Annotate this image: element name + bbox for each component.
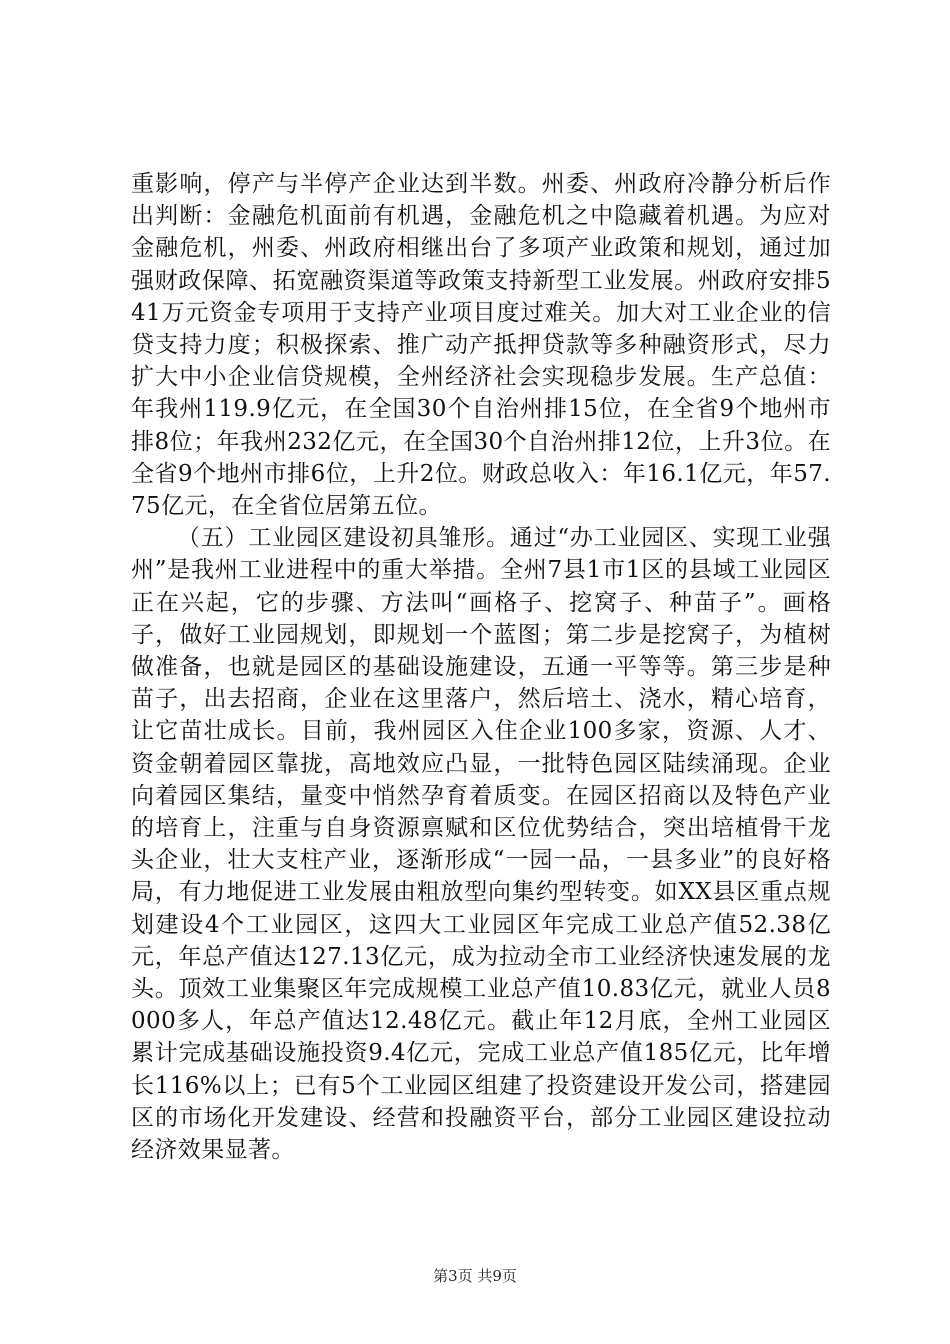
- document-body: [131, 168, 831, 1166]
- paragraph-financial-crisis: 重影响，停产与半停产企业达到半数。州委、州政府冷静分析后作出判断：金融危机面前有机遇，金融危机之中隐藏着机遇。为应对金融危机，州委、州政府相继出台了多项产业政策和规划，通过加强财政保障、拓宽融资渠道等政策支持新型工业发展。州政府安排541万元资金专项用于支持产业项目度过难关。加大对工业企业的信贷支持力度；积极探索、推广动产抵押贷款等多种融资形式，尽力扩大中小企业信贷规模，全州经济社会实现稳步发展。生产总值：年我州119.9亿元，在全国30个自治州排15位，在全省9个地州市排8位；年我州232亿元，在全国30个自治州排12位，上升3位。在全省9个地州市排6位，上升2位。财政总收入：年16.1亿元，年57.75亿元，在全省位居第五位。: [131, 171, 831, 520]
- paragraph-industrial-parks: （五）工业园区建设初具雏形。通过“办工业园区、实现工业强州”是我州工业进程中的重大举措。全州7县1市1区的县域工业园区正在兴起，它的步骤、方法叫“画格子、挖窝子、种苗子”。画格子，做好工业园规划，即规划一个蓝图；第二步是挖窝子，为植树做准备，也就是园区的基础设施建设，五通一平等等。第三步是种苗子，出去招商，企业在这里落户，然后培土、浇水，精心培育，让它苗壮成长。目前，我州园区入住企业100多家，资源、人才、资金朝着园区靠拢，高地效应凸显，一批特色园区陆续涌现。企业向着园区集结，量变中悄然孕育着质变。在园区招商以及特色产业的培育上，注重与自身资源禀赋和区位优势结合，突出培植骨干龙头企业，壮大支柱产业，逐渐形成“一园一品，一县多业”的良好格局，有力地促进工业发展由粗放型向集约型转变。如XX县区重点规划建设4个工业园区，这四大工业园区年完成工业总产值52.38亿元，年总产值达127.13亿元，成为拉动全市工业经济快速发展的龙头。顶效工业集聚区年完成规模工业总产值10.83亿元，就业人员8000多人，年总产值达12.48亿元。截止年12月底，全州工业园区累计完成基础设施投资9.4亿元，完成工业总产值185亿元，比年增长116%以上；已有5个工业园区组建了投资建设开发公司，搭建园区的市场化开发建设、经营和投融资平台，部分工业园区建设拉动经济效果显著。: [131, 525, 831, 1164]
- page-number-footer: 第3页 共9页: [433, 1267, 517, 1285]
